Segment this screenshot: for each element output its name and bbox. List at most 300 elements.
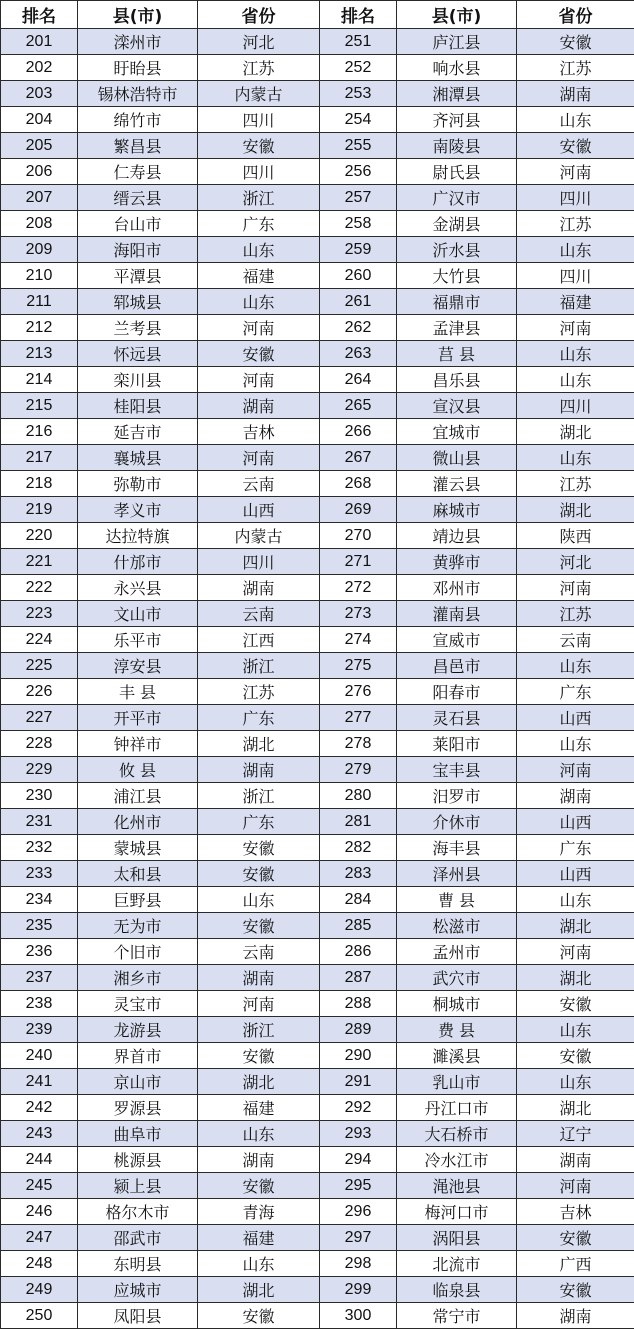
table-row [1,107,634,133]
table-row [1,601,634,627]
rank-cell: 279 [320,757,397,783]
rank-cell: 290 [320,1043,397,1069]
table-row [1,1277,634,1303]
province-cell: 浙江 [198,783,320,809]
province-cell: 山东 [517,367,634,393]
table-row [1,497,634,523]
rank-cell: 288 [320,991,397,1017]
province-cell: 湖南 [198,575,320,601]
county-cell: 桃源县 [78,1147,198,1173]
county-cell: 丰 县 [78,679,198,705]
county-cell: 黄骅市 [397,549,517,575]
table-row [1,861,634,887]
county-cell: 湘潭县 [397,81,517,107]
county-cell: 郓城县 [78,289,198,315]
rank-cell: 222 [1,575,78,601]
rank-cell: 262 [320,315,397,341]
county-cell: 北流市 [397,1251,517,1277]
province-cell: 河北 [517,549,634,575]
county-cell: 微山县 [397,445,517,471]
county-cell: 灌云县 [397,471,517,497]
county-cell: 梅河口市 [397,1199,517,1225]
rank-cell: 216 [1,419,78,445]
county-cell: 宜城市 [397,419,517,445]
province-cell: 河南 [198,367,320,393]
rank-cell: 300 [320,1303,397,1329]
province-cell: 山东 [198,237,320,263]
province-cell: 山东 [517,887,634,913]
table-row [1,809,634,835]
table-row [1,315,634,341]
county-cell: 钟祥市 [78,731,198,757]
header-rank: 排名 [1,1,78,29]
rank-cell: 287 [320,965,397,991]
county-cell: 莒 县 [397,341,517,367]
province-cell: 湖北 [198,731,320,757]
rank-cell: 263 [320,341,397,367]
rank-cell: 202 [1,55,78,81]
rank-cell: 231 [1,809,78,835]
rank-cell: 289 [320,1017,397,1043]
province-cell: 江苏 [517,601,634,627]
county-cell: 邓州市 [397,575,517,601]
rank-cell: 261 [320,289,397,315]
province-cell: 湖北 [517,913,634,939]
county-cell: 常宁市 [397,1303,517,1329]
rank-cell: 254 [320,107,397,133]
province-cell: 湖北 [517,965,634,991]
county-cell: 沂水县 [397,237,517,263]
county-cell: 海丰县 [397,835,517,861]
rank-cell: 297 [320,1225,397,1251]
county-cell: 化州市 [78,809,198,835]
rank-cell: 285 [320,913,397,939]
province-cell: 吉林 [198,419,320,445]
county-cell: 京山市 [78,1069,198,1095]
province-cell: 广西 [517,1251,634,1277]
table-row [1,471,634,497]
province-cell: 江西 [198,627,320,653]
table-row [1,1095,634,1121]
county-cell: 靖边县 [397,523,517,549]
table-row [1,393,634,419]
province-cell: 四川 [517,393,634,419]
province-cell: 河南 [517,575,634,601]
rank-cell: 237 [1,965,78,991]
table-row [1,133,634,159]
rank-cell: 294 [320,1147,397,1173]
county-cell: 永兴县 [78,575,198,601]
rank-cell: 232 [1,835,78,861]
header-province: 省份 [198,1,320,29]
province-cell: 湖北 [517,1095,634,1121]
rank-cell: 230 [1,783,78,809]
province-cell: 安徽 [198,835,320,861]
province-cell: 云南 [198,471,320,497]
county-cell: 昌邑市 [397,653,517,679]
province-cell: 安徽 [517,29,634,55]
province-cell: 四川 [517,185,634,211]
rank-cell: 206 [1,159,78,185]
rank-cell: 264 [320,367,397,393]
province-cell: 四川 [198,549,320,575]
province-cell: 安徽 [198,861,320,887]
table-row [1,81,634,107]
table-row [1,627,634,653]
rank-cell: 271 [320,549,397,575]
county-cell: 麻城市 [397,497,517,523]
rank-cell: 240 [1,1043,78,1069]
rank-cell: 273 [320,601,397,627]
rank-cell: 242 [1,1095,78,1121]
rank-cell: 241 [1,1069,78,1095]
county-cell: 福鼎市 [397,289,517,315]
header-rank: 排名 [320,1,397,29]
county-cell: 泽州县 [397,861,517,887]
table-row [1,419,634,445]
county-cell: 庐江县 [397,29,517,55]
rank-cell: 221 [1,549,78,575]
rank-cell: 266 [320,419,397,445]
rank-cell: 268 [320,471,397,497]
county-cell: 孟州市 [397,939,517,965]
rank-cell: 282 [320,835,397,861]
table-row [1,263,634,289]
county-cell: 齐河县 [397,107,517,133]
header-province: 省份 [517,1,634,29]
rank-cell: 256 [320,159,397,185]
table-row [1,757,634,783]
rank-cell: 228 [1,731,78,757]
table-row [1,1121,634,1147]
province-cell: 山东 [198,887,320,913]
county-cell: 界首市 [78,1043,198,1069]
table-row [1,731,634,757]
rank-cell: 283 [320,861,397,887]
rank-cell: 252 [320,55,397,81]
province-cell: 安徽 [198,341,320,367]
county-cell: 弥勒市 [78,471,198,497]
province-cell: 江苏 [517,55,634,81]
province-cell: 湖北 [517,497,634,523]
county-cell: 乳山市 [397,1069,517,1095]
rank-cell: 258 [320,211,397,237]
rank-cell: 226 [1,679,78,705]
rank-cell: 223 [1,601,78,627]
county-cell: 汨罗市 [397,783,517,809]
table-row [1,705,634,731]
province-cell: 陕西 [517,523,634,549]
county-cell: 罗源县 [78,1095,198,1121]
province-cell: 山东 [517,445,634,471]
rank-cell: 270 [320,523,397,549]
county-cell: 大竹县 [397,263,517,289]
province-cell: 河南 [517,159,634,185]
county-cell: 无为市 [78,913,198,939]
table-row [1,55,634,81]
province-cell: 广东 [198,705,320,731]
province-cell: 山东 [517,731,634,757]
province-cell: 内蒙古 [198,523,320,549]
rank-cell: 212 [1,315,78,341]
province-cell: 云南 [198,939,320,965]
county-cell: 繁昌县 [78,133,198,159]
province-cell: 广东 [198,809,320,835]
rank-cell: 253 [320,81,397,107]
county-cell: 宣威市 [397,627,517,653]
county-cell: 仁寿县 [78,159,198,185]
table-row [1,939,634,965]
province-cell: 湖南 [198,393,320,419]
county-cell: 什邡市 [78,549,198,575]
rank-cell: 284 [320,887,397,913]
county-cell: 格尔木市 [78,1199,198,1225]
province-cell: 河南 [517,757,634,783]
province-cell: 福建 [198,1095,320,1121]
table-row [1,913,634,939]
county-cell: 灌南县 [397,601,517,627]
province-cell: 安徽 [198,1173,320,1199]
county-cell: 延吉市 [78,419,198,445]
rank-cell: 243 [1,1121,78,1147]
rank-cell: 224 [1,627,78,653]
rank-cell: 219 [1,497,78,523]
county-cell: 金湖县 [397,211,517,237]
county-cell: 宣汉县 [397,393,517,419]
rank-cell: 269 [320,497,397,523]
table-row [1,159,634,185]
province-cell: 河南 [517,1173,634,1199]
rank-cell: 235 [1,913,78,939]
rank-cell: 205 [1,133,78,159]
county-cell: 应城市 [78,1277,198,1303]
county-cell: 松滋市 [397,913,517,939]
rank-cell: 229 [1,757,78,783]
table-row [1,991,634,1017]
county-cell: 曹 县 [397,887,517,913]
province-cell: 安徽 [517,133,634,159]
table-row [1,445,634,471]
province-cell: 安徽 [517,1225,634,1251]
rank-cell: 296 [320,1199,397,1225]
county-cell: 龙游县 [78,1017,198,1043]
province-cell: 安徽 [198,1043,320,1069]
county-cell: 武穴市 [397,965,517,991]
rank-cell: 286 [320,939,397,965]
county-cell: 莱阳市 [397,731,517,757]
county-cell: 曲阜市 [78,1121,198,1147]
rank-cell: 281 [320,809,397,835]
rank-cell: 208 [1,211,78,237]
province-cell: 福建 [198,263,320,289]
table-row [1,1199,634,1225]
province-cell: 山东 [517,237,634,263]
province-cell: 山东 [517,1017,634,1043]
table-row [1,1069,634,1095]
province-cell: 浙江 [198,185,320,211]
province-cell: 吉林 [517,1199,634,1225]
rank-cell: 291 [320,1069,397,1095]
province-cell: 安徽 [198,1303,320,1329]
rank-cell: 247 [1,1225,78,1251]
county-cell: 费 县 [397,1017,517,1043]
table-row [1,887,634,913]
province-cell: 安徽 [517,1043,634,1069]
table-row [1,653,634,679]
province-cell: 安徽 [198,133,320,159]
rank-cell: 215 [1,393,78,419]
county-cell: 阳春市 [397,679,517,705]
province-cell: 河南 [517,939,634,965]
rank-cell: 272 [320,575,397,601]
county-cell: 盱眙县 [78,55,198,81]
county-cell: 达拉特旗 [78,523,198,549]
county-cell: 缙云县 [78,185,198,211]
rank-cell: 238 [1,991,78,1017]
rank-cell: 233 [1,861,78,887]
county-cell: 临泉县 [397,1277,517,1303]
county-cell: 太和县 [78,861,198,887]
rank-cell: 236 [1,939,78,965]
county-cell: 东明县 [78,1251,198,1277]
rank-cell: 295 [320,1173,397,1199]
county-cell: 大石桥市 [397,1121,517,1147]
table-row [1,211,634,237]
county-cell: 广汉市 [397,185,517,211]
county-cell: 乐平市 [78,627,198,653]
province-cell: 湖南 [517,1147,634,1173]
province-cell: 山东 [198,289,320,315]
county-cell: 襄城县 [78,445,198,471]
rank-cell: 204 [1,107,78,133]
county-cell: 平潭县 [78,263,198,289]
county-cell: 锡林浩特市 [78,81,198,107]
county-cell: 栾川县 [78,367,198,393]
county-cell: 孟津县 [397,315,517,341]
province-cell: 湖北 [198,1277,320,1303]
table-row [1,679,634,705]
table-row [1,965,634,991]
county-cell: 响水县 [397,55,517,81]
county-cell: 滦州市 [78,29,198,55]
province-cell: 青海 [198,1199,320,1225]
rank-cell: 276 [320,679,397,705]
province-cell: 福建 [517,289,634,315]
rank-cell: 239 [1,1017,78,1043]
table-row [1,783,634,809]
county-cell: 文山市 [78,601,198,627]
province-cell: 山西 [517,705,634,731]
rank-cell: 265 [320,393,397,419]
table-row [1,1225,634,1251]
province-cell: 四川 [517,263,634,289]
rank-cell: 248 [1,1251,78,1277]
rank-cell: 211 [1,289,78,315]
rank-cell: 246 [1,1199,78,1225]
rank-cell: 220 [1,523,78,549]
province-cell: 河南 [198,445,320,471]
table-row [1,237,634,263]
province-cell: 浙江 [198,1017,320,1043]
table-row [1,1251,634,1277]
province-cell: 湖北 [517,419,634,445]
province-cell: 广东 [517,679,634,705]
rank-cell: 217 [1,445,78,471]
province-cell: 广东 [517,835,634,861]
rank-cell: 250 [1,1303,78,1329]
county-cell: 渑池县 [397,1173,517,1199]
rank-cell: 293 [320,1121,397,1147]
rank-cell: 267 [320,445,397,471]
rank-cell: 292 [320,1095,397,1121]
county-cell: 浦江县 [78,783,198,809]
county-cell: 海阳市 [78,237,198,263]
rank-cell: 209 [1,237,78,263]
county-cell: 灵石县 [397,705,517,731]
county-cell: 濉溪县 [397,1043,517,1069]
rank-cell: 214 [1,367,78,393]
table-row [1,289,634,315]
province-cell: 云南 [198,601,320,627]
province-cell: 山东 [517,107,634,133]
table-row [1,523,634,549]
province-cell: 湖北 [198,1069,320,1095]
province-cell: 江苏 [517,471,634,497]
rank-cell: 249 [1,1277,78,1303]
county-cell: 桐城市 [397,991,517,1017]
table-row [1,1043,634,1069]
province-cell: 山东 [517,653,634,679]
province-cell: 广东 [198,211,320,237]
province-cell: 山西 [517,809,634,835]
county-cell: 颍上县 [78,1173,198,1199]
province-cell: 山东 [517,341,634,367]
header-county: 县(市) [397,1,517,29]
province-cell: 四川 [198,107,320,133]
county-cell: 灵宝市 [78,991,198,1017]
province-cell: 山东 [198,1121,320,1147]
rank-cell: 257 [320,185,397,211]
province-cell: 浙江 [198,653,320,679]
rank-cell: 298 [320,1251,397,1277]
rank-cell: 277 [320,705,397,731]
province-cell: 山西 [198,497,320,523]
province-cell: 江苏 [517,211,634,237]
rank-cell: 210 [1,263,78,289]
province-cell: 江苏 [198,55,320,81]
province-cell: 湖南 [517,81,634,107]
county-cell: 攸 县 [78,757,198,783]
table-row [1,1303,634,1329]
province-cell: 湖南 [517,1303,634,1329]
rank-cell: 255 [320,133,397,159]
table-row [1,835,634,861]
table-row [1,575,634,601]
county-cell: 宝丰县 [397,757,517,783]
rank-cell: 244 [1,1147,78,1173]
province-cell: 河北 [198,29,320,55]
province-cell: 福建 [198,1225,320,1251]
county-cell: 开平市 [78,705,198,731]
province-cell: 河南 [198,991,320,1017]
county-cell: 尉氏县 [397,159,517,185]
county-cell: 孝义市 [78,497,198,523]
rank-cell: 207 [1,185,78,211]
county-cell: 南陵县 [397,133,517,159]
table-row [1,1147,634,1173]
rank-cell: 259 [320,237,397,263]
province-cell: 云南 [517,627,634,653]
